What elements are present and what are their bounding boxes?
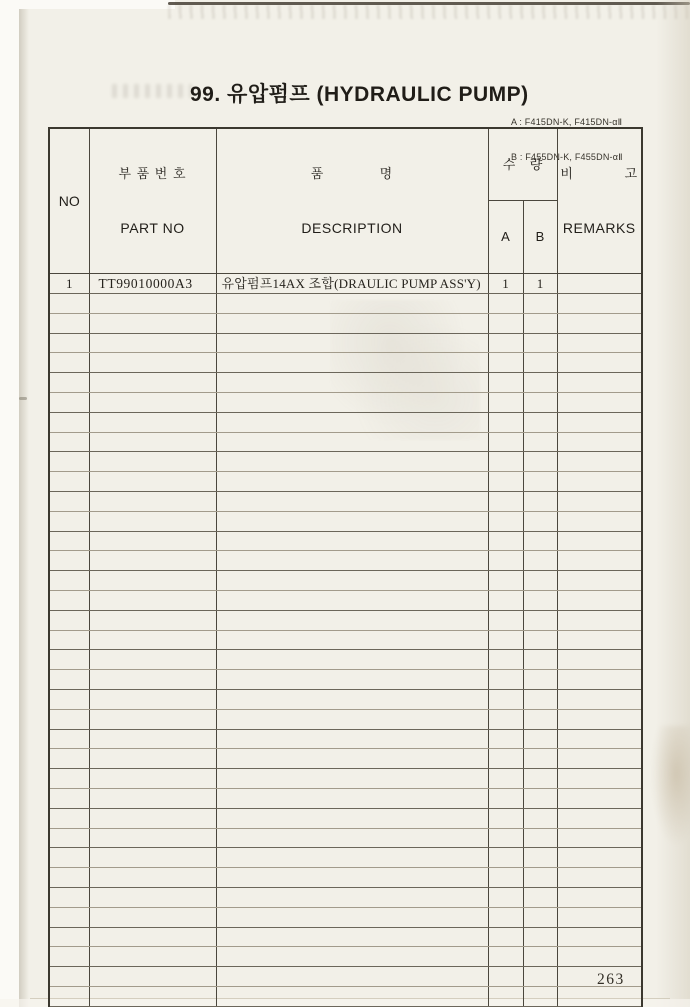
cell-no (49, 749, 89, 769)
header-part-no (89, 128, 216, 274)
table-row (49, 986, 642, 1006)
table-row (49, 551, 642, 571)
cell-part-no (89, 333, 216, 353)
cell-no (49, 670, 89, 690)
cell-qty-a (488, 333, 523, 353)
table-row (49, 333, 642, 353)
cell-no (49, 709, 89, 729)
cell-qty-a (488, 670, 523, 690)
cell-qty-a (488, 412, 523, 432)
cell-remarks (557, 333, 642, 353)
cell-qty-a (488, 531, 523, 551)
cell-no (49, 531, 89, 551)
cell-qty-b (523, 769, 557, 789)
cell-remarks (557, 491, 642, 511)
cell-qty-b (523, 452, 557, 472)
table-row (49, 887, 642, 907)
table-row (49, 670, 642, 690)
cell-remarks (557, 907, 642, 927)
header-quantity-b: B (523, 201, 557, 274)
cell-qty-a (488, 907, 523, 927)
table-row (49, 571, 642, 591)
cell-qty-a (488, 551, 523, 571)
model-note-a: A : F415DN-K, F415DN-αⅡ (511, 117, 623, 127)
cell-qty-a (488, 294, 523, 314)
cell-qty-b (523, 432, 557, 452)
cell-no (49, 511, 89, 531)
cell-remarks (557, 630, 642, 650)
table-row (49, 610, 642, 630)
cell-qty-b (523, 472, 557, 492)
header-description-korean: 품 명 (310, 166, 394, 181)
table-row (49, 788, 642, 808)
cell-description: 유압펌프14AX 조합(DRAULIC PUMP ASS'Y) (216, 274, 488, 294)
cell-description (216, 412, 488, 432)
table-row (49, 294, 642, 314)
cell-remarks (557, 392, 642, 412)
cell-qty-a (488, 571, 523, 591)
cell-description (216, 571, 488, 591)
cell-qty-b (523, 828, 557, 848)
scan-right-band (656, 0, 690, 1007)
cell-remarks (557, 650, 642, 670)
cell-description (216, 472, 488, 492)
cell-qty-a (488, 927, 523, 947)
cell-part-no (89, 610, 216, 630)
cell-remarks (557, 848, 642, 868)
cell-no (49, 590, 89, 610)
cell-remarks (557, 788, 642, 808)
cell-qty-a (488, 947, 523, 967)
cell-part-no (89, 472, 216, 492)
cell-qty-a (488, 986, 523, 1006)
cell-description (216, 828, 488, 848)
cell-description (216, 848, 488, 868)
cell-qty-a (488, 373, 523, 393)
table-row (49, 452, 642, 472)
cell-remarks (557, 590, 642, 610)
cell-part-no (89, 927, 216, 947)
cell-qty-a (488, 689, 523, 709)
cell-remarks (557, 689, 642, 709)
cell-qty-b (523, 729, 557, 749)
cell-qty-a (488, 511, 523, 531)
cell-no (49, 986, 89, 1006)
table-row (49, 392, 642, 412)
cell-qty-a (488, 392, 523, 412)
cell-remarks (557, 887, 642, 907)
cell-description (216, 709, 488, 729)
cell-qty-b (523, 927, 557, 947)
cell-description (216, 491, 488, 511)
cell-qty-a (488, 788, 523, 808)
table-row (49, 590, 642, 610)
cell-qty-a (488, 590, 523, 610)
cell-description (216, 967, 488, 987)
header-quantity: 수 량 (488, 128, 557, 201)
cell-description (216, 887, 488, 907)
cell-remarks (557, 571, 642, 591)
cell-qty-b (523, 986, 557, 1006)
cell-description (216, 590, 488, 610)
cell-part-no (89, 670, 216, 690)
header-description-english: DESCRIPTION (301, 220, 403, 236)
cell-remarks (557, 432, 642, 452)
cell-no (49, 828, 89, 848)
cell-qty-b (523, 313, 557, 333)
table-row (49, 373, 642, 393)
cell-part-no (89, 452, 216, 472)
cell-part-no (89, 551, 216, 571)
cell-description (216, 689, 488, 709)
cell-no (49, 551, 89, 571)
table-row (49, 412, 642, 432)
cell-qty-a (488, 967, 523, 987)
cell-qty-b (523, 353, 557, 373)
cell-qty-b (523, 967, 557, 987)
cell-qty-b (523, 392, 557, 412)
cell-no (49, 788, 89, 808)
cell-part-no (89, 373, 216, 393)
cell-no (49, 868, 89, 888)
cell-qty-a (488, 313, 523, 333)
table-row (49, 828, 642, 848)
table-row (49, 689, 642, 709)
table-row (49, 808, 642, 828)
cell-part-no (89, 511, 216, 531)
cell-part-no (89, 729, 216, 749)
cell-no (49, 571, 89, 591)
cell-description (216, 670, 488, 690)
cell-no (49, 927, 89, 947)
cell-qty-a (488, 650, 523, 670)
cell-description (216, 294, 488, 314)
cell-description (216, 392, 488, 412)
cell-qty-b (523, 531, 557, 551)
cell-remarks (557, 868, 642, 888)
cell-qty-b (523, 630, 557, 650)
cell-part-no (89, 392, 216, 412)
ink-speck (19, 397, 27, 400)
cell-qty-a (488, 808, 523, 828)
header-remarks-korean: 비 고 (560, 166, 639, 181)
cell-qty-a (488, 432, 523, 452)
header-remarks-english: REMARKS (562, 220, 636, 236)
cell-description (216, 927, 488, 947)
cell-part-no (89, 630, 216, 650)
cell-part-no (89, 907, 216, 927)
cell-qty-b (523, 650, 557, 670)
header-description (216, 128, 488, 274)
cell-description (216, 373, 488, 393)
cell-description (216, 551, 488, 571)
header-remarks (557, 128, 642, 274)
cell-part-no (89, 967, 216, 987)
cell-qty-b (523, 689, 557, 709)
cell-qty-a (488, 353, 523, 373)
cell-qty-b (523, 947, 557, 967)
cell-part-no (89, 788, 216, 808)
cell-remarks (557, 828, 642, 848)
cell-remarks (557, 274, 642, 294)
cell-description (216, 610, 488, 630)
cell-description (216, 333, 488, 353)
cell-qty-a: 1 (488, 274, 523, 294)
cell-qty-a (488, 709, 523, 729)
cell-no (49, 313, 89, 333)
cell-no (49, 689, 89, 709)
cell-part-no (89, 808, 216, 828)
cell-description (216, 986, 488, 1006)
cell-remarks (557, 749, 642, 769)
cell-description (216, 650, 488, 670)
cell-no (49, 947, 89, 967)
page-title: 99. 유압펌프 (HYDRAULIC PUMP) (190, 83, 529, 106)
table-row (49, 907, 642, 927)
cell-no (49, 630, 89, 650)
cell-remarks (557, 709, 642, 729)
cell-description (216, 769, 488, 789)
cell-qty-b (523, 610, 557, 630)
cell-qty-a (488, 887, 523, 907)
cell-part-no (89, 590, 216, 610)
cell-no (49, 373, 89, 393)
cell-qty-b: 1 (523, 274, 557, 294)
cell-remarks (557, 670, 642, 690)
cell-qty-b (523, 333, 557, 353)
table-row (49, 650, 642, 670)
cell-part-no (89, 868, 216, 888)
cell-remarks (557, 313, 642, 333)
cell-part-no (89, 313, 216, 333)
cell-part-no (89, 769, 216, 789)
cell-remarks (557, 610, 642, 630)
scan-left-margin (0, 0, 19, 1007)
cell-no (49, 412, 89, 432)
cell-no (49, 967, 89, 987)
scanner-edge-fuzz (168, 5, 690, 19)
table-row (49, 848, 642, 868)
cell-qty-b (523, 749, 557, 769)
cell-no (49, 294, 89, 314)
cell-qty-a (488, 491, 523, 511)
table-row (49, 630, 642, 650)
cell-qty-b (523, 412, 557, 432)
table-row (49, 491, 642, 511)
page-number: 263 (597, 971, 625, 988)
parts-table-header (49, 128, 642, 274)
cell-description (216, 531, 488, 551)
table-row (49, 313, 642, 333)
cell-qty-b (523, 571, 557, 591)
cell-qty-b (523, 887, 557, 907)
cell-no: 1 (49, 274, 89, 294)
cell-qty-a (488, 610, 523, 630)
cell-description (216, 353, 488, 373)
bleedthrough-smudge (112, 84, 192, 98)
table-row (49, 432, 642, 452)
table-row (49, 729, 642, 749)
cell-no (49, 610, 89, 630)
table-row (49, 709, 642, 729)
cell-no (49, 392, 89, 412)
cell-qty-b (523, 590, 557, 610)
cell-qty-b (523, 491, 557, 511)
cell-remarks (557, 986, 642, 1006)
cell-no (49, 808, 89, 828)
table-row (49, 274, 642, 294)
cell-description (216, 452, 488, 472)
table-row (49, 472, 642, 492)
cell-qty-a (488, 452, 523, 472)
cell-description (216, 868, 488, 888)
page-edge-shadow (19, 0, 29, 1007)
cell-remarks (557, 808, 642, 828)
cell-part-no (89, 887, 216, 907)
header-part-no-english: PART NO (120, 220, 185, 236)
cell-remarks (557, 729, 642, 749)
cell-no (49, 432, 89, 452)
table-row (49, 927, 642, 947)
cell-part-no (89, 432, 216, 452)
cell-remarks (557, 769, 642, 789)
cell-qty-b (523, 670, 557, 690)
cell-qty-b (523, 373, 557, 393)
cell-qty-b (523, 551, 557, 571)
cell-part-no (89, 709, 216, 729)
cell-remarks (557, 373, 642, 393)
parts-table-body (49, 274, 642, 1007)
cell-description (216, 729, 488, 749)
cell-description (216, 630, 488, 650)
table-row (49, 353, 642, 373)
cell-remarks (557, 472, 642, 492)
cell-qty-b (523, 907, 557, 927)
table-row (49, 947, 642, 967)
cell-qty-a (488, 828, 523, 848)
cell-qty-b (523, 788, 557, 808)
cell-part-no (89, 689, 216, 709)
cell-description (216, 907, 488, 927)
cell-part-no (89, 828, 216, 848)
cell-no (49, 650, 89, 670)
cell-part-no (89, 650, 216, 670)
cell-no (49, 353, 89, 373)
cell-part-no (89, 749, 216, 769)
scan-top-margin (0, 0, 175, 9)
cell-description (216, 808, 488, 828)
cell-part-no (89, 294, 216, 314)
cell-part-no (89, 353, 216, 373)
cell-qty-a (488, 630, 523, 650)
cell-part-no (89, 412, 216, 432)
cell-remarks (557, 551, 642, 571)
table-row (49, 511, 642, 531)
header-part-no-korean: 부 품 번 호 (118, 166, 187, 181)
cell-no (49, 907, 89, 927)
cell-description (216, 313, 488, 333)
cell-no (49, 472, 89, 492)
cell-remarks (557, 531, 642, 551)
cell-remarks (557, 452, 642, 472)
cell-no (49, 848, 89, 868)
table-row (49, 769, 642, 789)
cell-part-no (89, 531, 216, 551)
model-note-b: B : F455DN-K, F455DN-αⅡ (511, 151, 623, 162)
cell-qty-b (523, 868, 557, 888)
cell-qty-b (523, 511, 557, 531)
cell-remarks (557, 927, 642, 947)
cell-qty-b (523, 808, 557, 828)
cell-no (49, 769, 89, 789)
cell-part-no (89, 947, 216, 967)
cell-qty-a (488, 769, 523, 789)
cell-qty-b (523, 709, 557, 729)
cell-description (216, 947, 488, 967)
cell-no (49, 452, 89, 472)
cell-part-no: TT99010000A3 (89, 274, 216, 294)
table-row (49, 967, 642, 987)
cell-remarks (557, 511, 642, 531)
cell-remarks (557, 353, 642, 373)
paper-stain (651, 726, 690, 846)
cell-qty-a (488, 729, 523, 749)
cell-description (216, 432, 488, 452)
cell-description (216, 749, 488, 769)
cell-no (49, 333, 89, 353)
table-row (49, 531, 642, 551)
parts-table (48, 127, 643, 1007)
cell-qty-a (488, 749, 523, 769)
header-no: NO (49, 128, 89, 274)
cell-description (216, 511, 488, 531)
cell-part-no (89, 491, 216, 511)
cell-remarks (557, 412, 642, 432)
cell-qty-a (488, 472, 523, 492)
table-row (49, 749, 642, 769)
table-row (49, 868, 642, 888)
cell-no (49, 729, 89, 749)
cell-no (49, 887, 89, 907)
cell-description (216, 788, 488, 808)
cell-qty-b (523, 848, 557, 868)
cell-no (49, 491, 89, 511)
cell-qty-b (523, 294, 557, 314)
cell-part-no (89, 848, 216, 868)
cell-qty-a (488, 868, 523, 888)
cell-qty-a (488, 848, 523, 868)
cell-part-no (89, 986, 216, 1006)
cell-remarks (557, 294, 642, 314)
cell-remarks (557, 947, 642, 967)
header-quantity-a: A (488, 201, 523, 274)
cell-part-no (89, 571, 216, 591)
